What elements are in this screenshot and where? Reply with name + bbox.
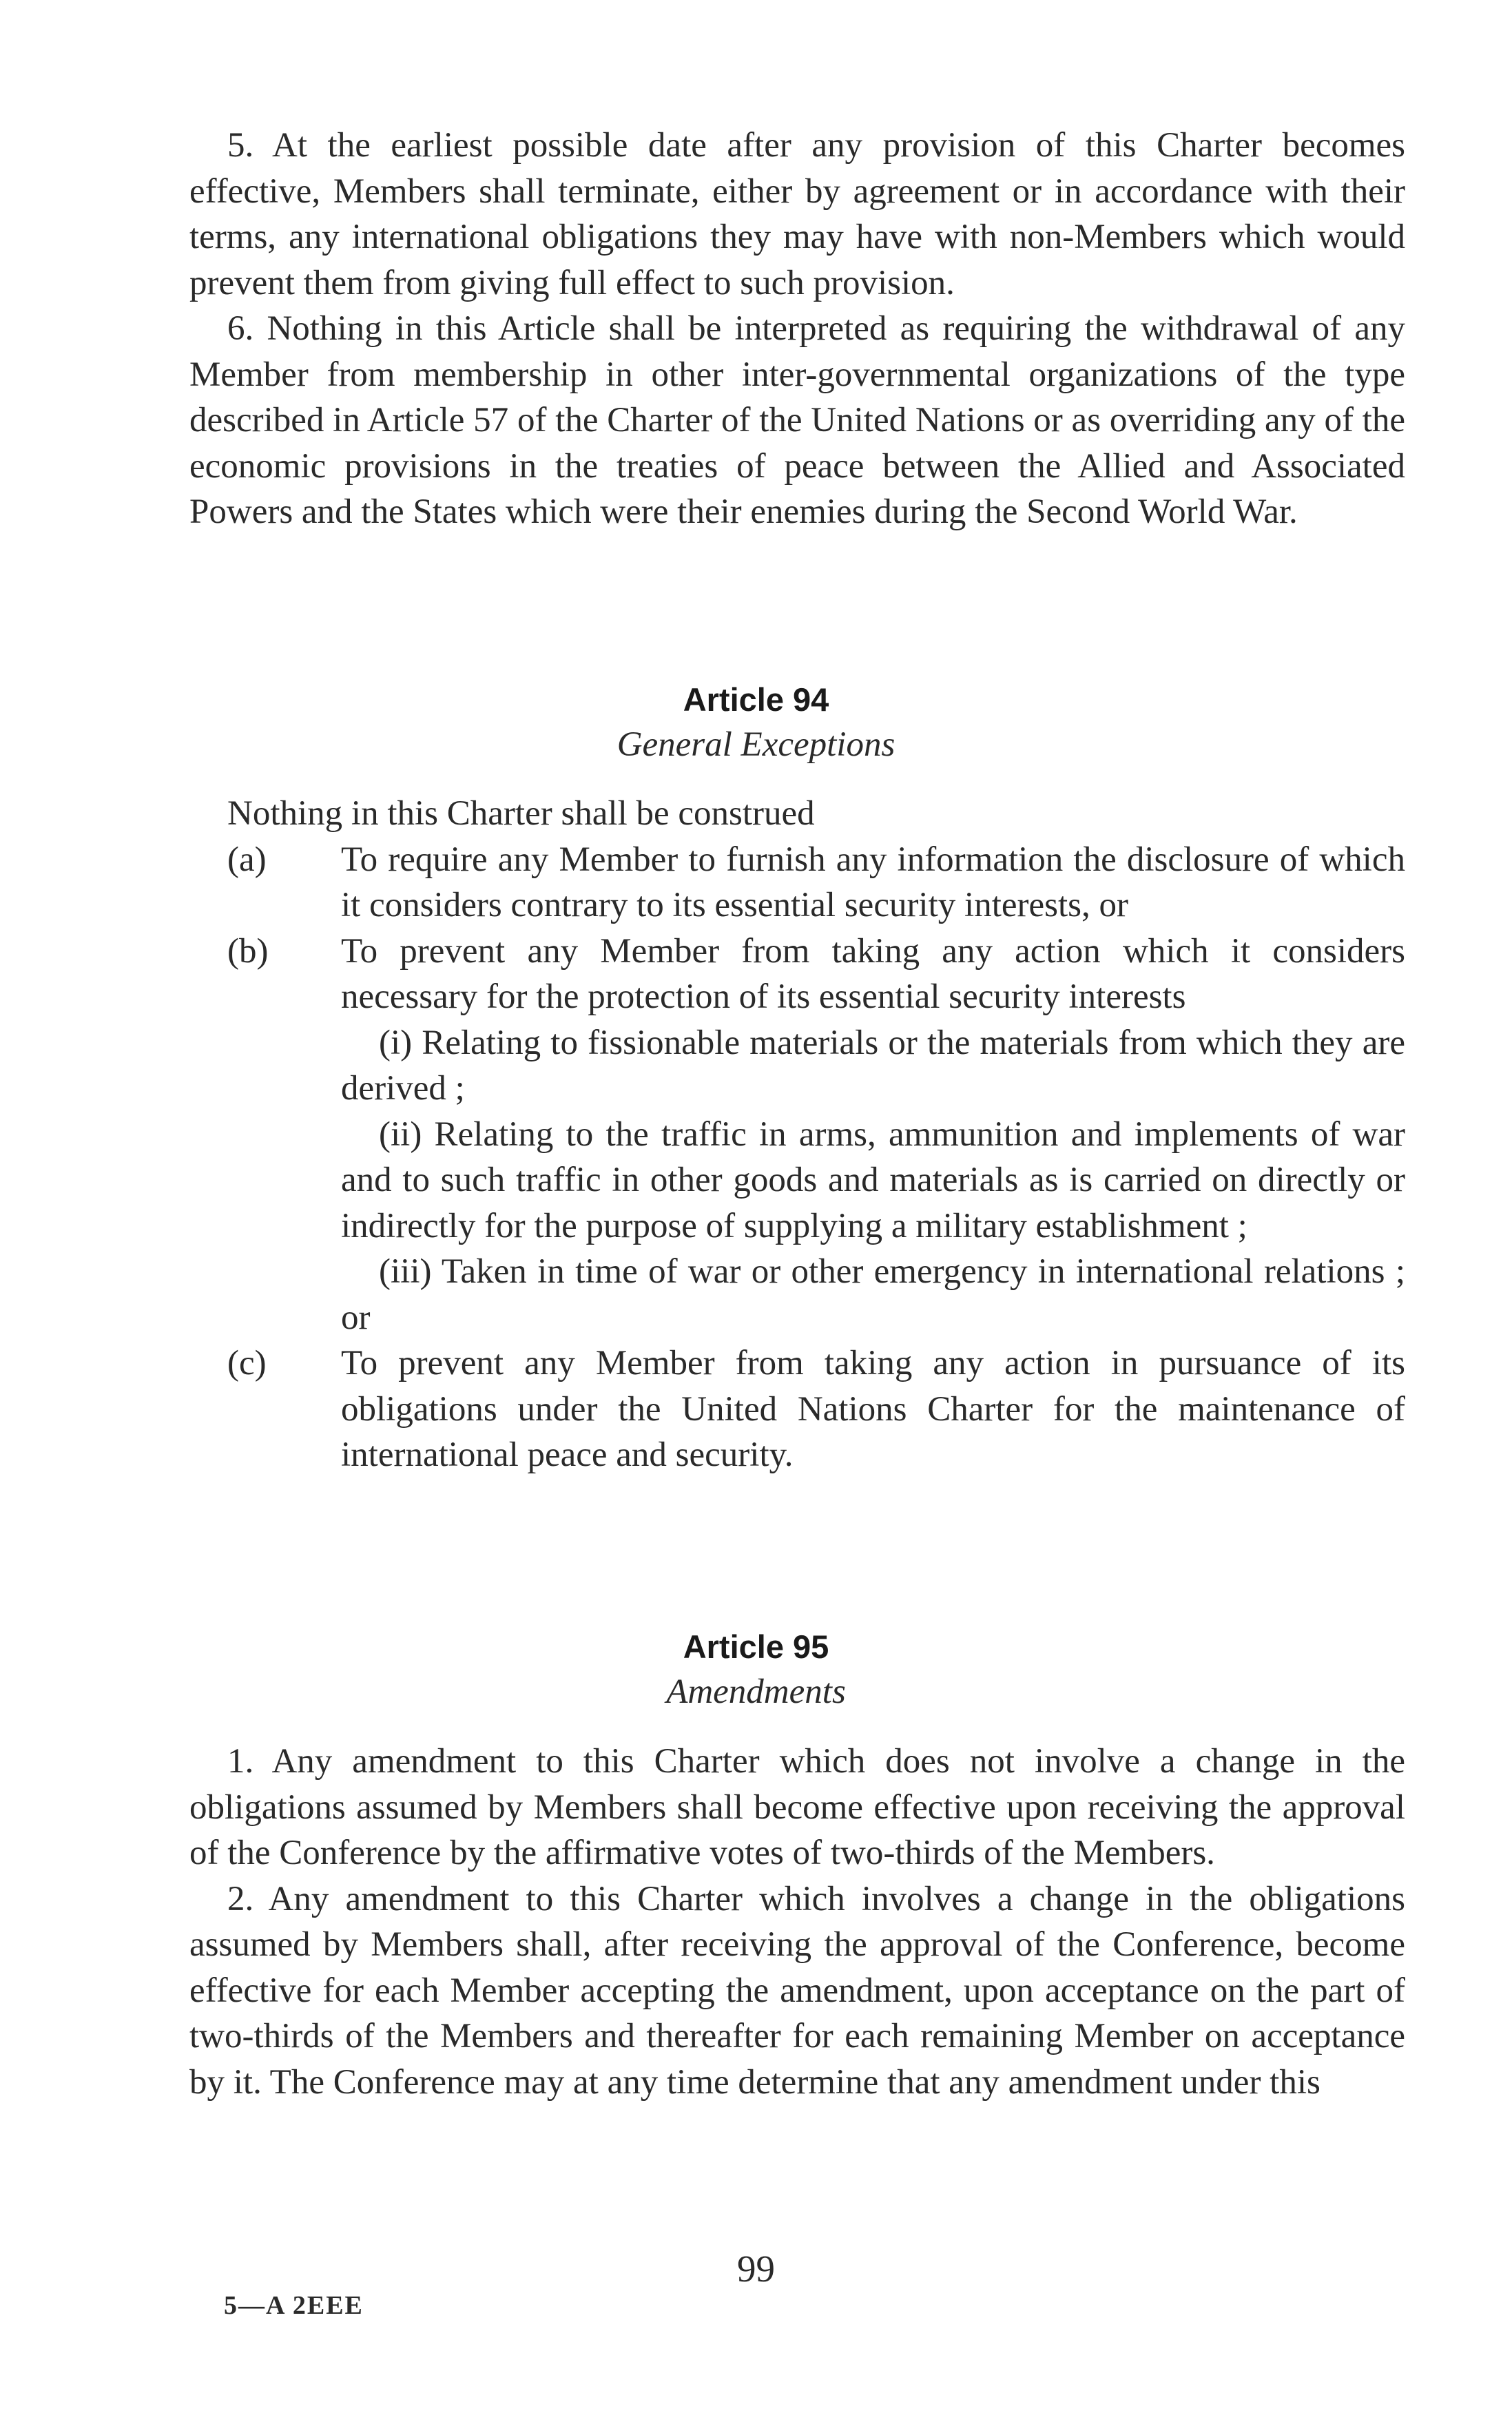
subitem-iii: (iii) Taken in time of war or other emergency in international relations ; or xyxy=(341,1252,1405,1337)
exception-item-a xyxy=(189,837,1405,929)
article-94-body xyxy=(189,791,1405,1478)
exception-item-c xyxy=(189,1340,1405,1478)
item-text: To require any Member to furnish any information the disclosure of which it considers contrary to its essential security interests, or xyxy=(341,840,1405,924)
item-text: To prevent any Member from taking any action in pursuance of its obligations under the United Nations Charter for the maintenance of international peace and security. xyxy=(341,1344,1405,1474)
page-number: 99 xyxy=(737,2248,775,2290)
article-95-subtitle: Amendments xyxy=(666,1672,846,1711)
amendment-paragraph-2: 2. Any amendment to this Charter which involves a change in the obligations assumed by Members shall, after receiving the approval of the Conference, become effective for each Member accepting the amendment, upon acceptance on the part of two-thirds of the Members and thereafter for each remaining Member on acceptance by it. The Conference may at any time determine that any amendment under this xyxy=(189,1879,1405,2102)
article-94-intro: Nothing in this Charter shall be construed xyxy=(227,794,815,833)
intro-section xyxy=(189,123,1405,535)
subitem-ii: (ii) Relating to the traffic in arms, ammunition and implements of war and to such traffic in other goods and materials as is carried on directly or indirectly for the purpose of supplying a military establishment ; xyxy=(341,1115,1405,1245)
paragraph-5: 5. At the earliest possible date after any provision of this Charter becomes effective, Members shall terminate, either by agreement or in accordance with their terms, any international obligations they may have with non-Members which would prevent them from giving full effect to such provision. xyxy=(189,126,1405,302)
item-label: (a) xyxy=(227,840,267,879)
item-text: To prevent any Member from taking any action which it considers necessary for the protection of its essential security interests xyxy=(341,931,1405,1016)
item-label: (b) xyxy=(227,931,269,971)
article-94-title: Article 94 xyxy=(683,681,829,718)
amendment-paragraph-1: 1. Any amendment to this Charter which does not involve a change in the obligations assumed by Members shall become effective upon receiving the approval of the Conference by the affirmative votes of two-thirds of the Members. xyxy=(189,1742,1405,1872)
subitem-i: (i) Relating to fissionable materials or the materials from which they are derived ; xyxy=(341,1023,1405,1108)
exception-item-b xyxy=(189,929,1405,1020)
article-95-title: Article 95 xyxy=(683,1628,829,1665)
article-95-body xyxy=(189,1739,1405,2105)
printer-signature: 5—A 2EEE xyxy=(224,2291,364,2320)
paragraph-6: 6. Nothing in this Article shall be interpreted as requiring the withdrawal of any Member from membership in other inter-governmental organizations of the type described in Article 57 of the Charter of the United Nations or as overriding any of the economic provisions in the treaties of peace between the Allied and Associated Powers and the States which were their enemies during the Second World War. xyxy=(189,309,1405,531)
article-94-subtitle: General Exceptions xyxy=(617,725,895,764)
item-label: (c) xyxy=(227,1344,267,1382)
